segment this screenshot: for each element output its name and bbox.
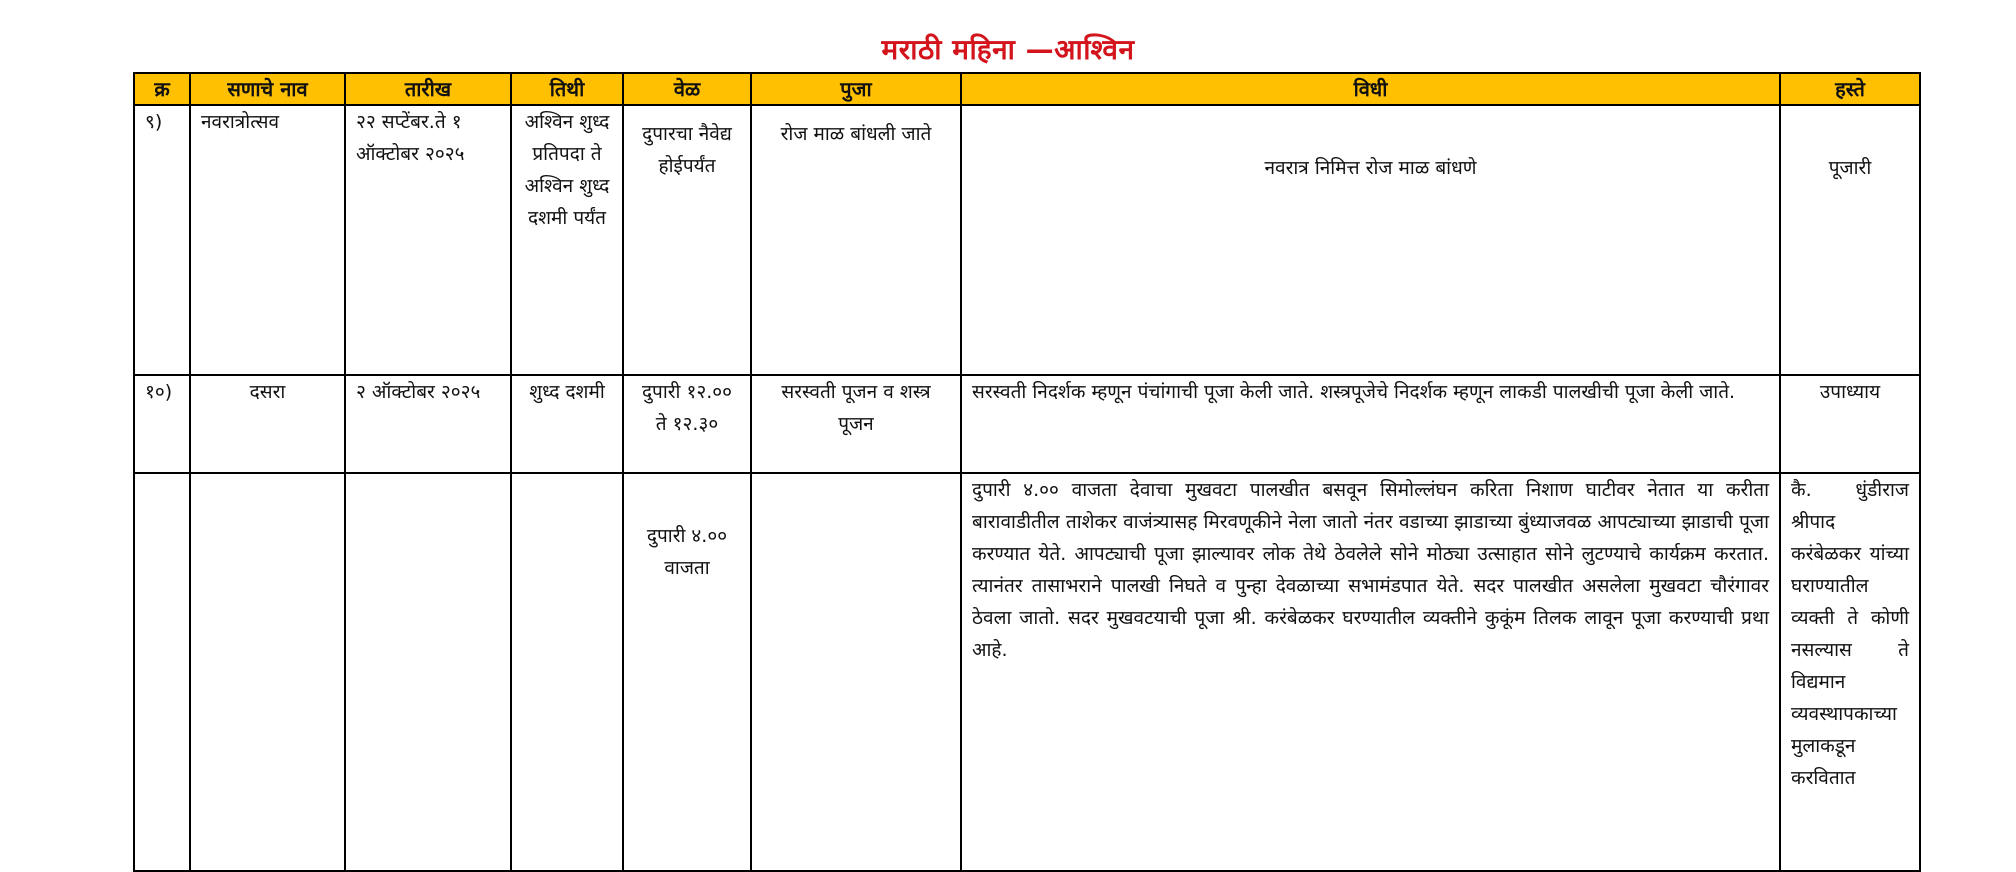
cell-no: १०): [134, 375, 190, 473]
column-header-haste: हस्ते: [1780, 73, 1920, 105]
cell-date: २२ सप्टेंबर.ते १ ऑक्टोबर २०२५: [345, 105, 511, 375]
cell-vidhi: दुपारी ४.०० वाजता देवाचा मुखवटा पालखीत बसवून सिमोल्लंघन करिता निशाण घाटीवर नेतात या करीता बारावाडीतील ताशेकर वाजंत्र्यासह मिरवणूकीने नेला जातो नंतर वडाच्या झाडाच्या बुंध्याजवळ आपट्याच्या झाडाची पूजा करण्यात येते. आपट्याची पूजा झाल्यावर लोक तेथे ठेवलेले सोने मोठ्या उत्साहात सोने लुटण्याचे कार्यक्रम करतात. त्यानंतर तासाभराने पालखी निघते व पुन्हा देवळाच्या सभामंडपात येते. सदर पालखीत असलेला मुखवटा चौरंगावर ठेवला जातो. सदर मुखवटयाची पूजा श्री. करंबेळकर घरण्यातील व्यक्तीने कुकूंम तिलक लावून पूजा करण्याची प्रथा आहे.: [961, 473, 1780, 871]
table-header-row: [134, 73, 1920, 105]
cell-name: दसरा: [190, 375, 345, 473]
cell-puja: सरस्वती पूजन व शस्त्र पूजन: [751, 375, 961, 473]
page-title: मराठी महिना —आश्विन: [881, 33, 1135, 66]
cell-time: दुपारी ४.०० वाजता: [623, 473, 751, 871]
table-row: [134, 473, 1920, 871]
cell-name: नवरात्रोत्सव: [190, 105, 345, 375]
cell-name: [190, 473, 345, 871]
cell-puja: [751, 473, 961, 871]
column-header-time: वेळ: [623, 73, 751, 105]
cell-no: ९): [134, 105, 190, 375]
festival-table: [133, 72, 1921, 872]
cell-time: दुपारी १२.०० ते १२.३०: [623, 375, 751, 473]
cell-no: [134, 473, 190, 871]
cell-tithi: शुध्द दशमी: [511, 375, 623, 473]
cell-tithi: अश्विन शुध्द प्रतिपदा ते अश्विन शुध्द दशमी पर्यंत: [511, 105, 623, 375]
cell-haste: उपाध्याय: [1780, 375, 1920, 473]
cell-date: २ ऑक्टोबर २०२५: [345, 375, 511, 473]
table-row: [134, 105, 1920, 375]
column-header-date: तारीख: [345, 73, 511, 105]
cell-haste: कै. धुंडीराज श्रीपाद करंबेळकर यांच्या घराण्यातील व्यक्ती ते कोणी नसल्यास ते विद्यमान व्यवस्थापकाच्या मुलाकडून करवितात: [1780, 473, 1920, 871]
cell-date: [345, 473, 511, 871]
cell-vidhi: सरस्वती निदर्शक म्हणून पंचांगाची पूजा केली जाते. शस्त्रपूजेचे निदर्शक म्हणून लाकडी पालखीची पूजा केली जाते.: [961, 375, 1780, 473]
column-header-name: सणाचे नाव: [190, 73, 345, 105]
column-header-vidhi: विधी: [961, 73, 1780, 105]
cell-vidhi: नवरात्र निमित्त रोज माळ बांधणे: [961, 105, 1780, 375]
cell-haste: पूजारी: [1780, 105, 1920, 375]
column-header-tithi: तिथी: [511, 73, 623, 105]
cell-time: दुपारचा नैवेद्य होईपर्यंत: [623, 105, 751, 375]
column-header-no: क्र: [134, 73, 190, 105]
cell-tithi: [511, 473, 623, 871]
column-header-puja: पुजा: [751, 73, 961, 105]
table-row: [134, 375, 1920, 473]
cell-puja: रोज माळ बांधली जाते: [751, 105, 961, 375]
